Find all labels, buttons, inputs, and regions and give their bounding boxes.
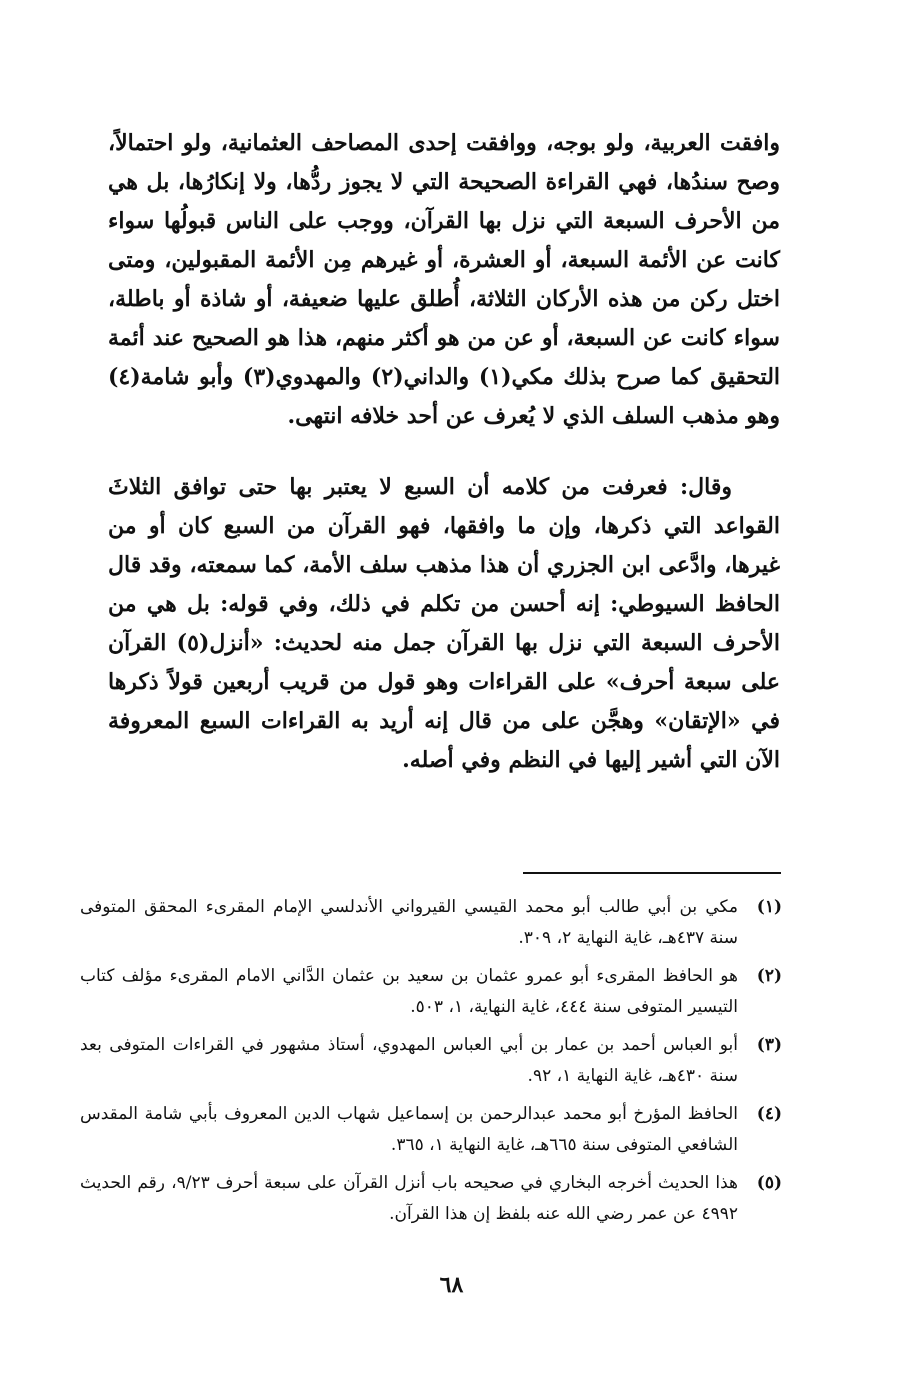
footnote-text: مكي بن أبي طالب أبو محمد القيسي القيرواني الأندلسي الإمام المقرىء المحقق المتوفى سنة ٤٣٧هـ، غاية النهاية ٢، ٣٠٩.	[80, 897, 738, 948]
body-paragraph-1: وافقت العربية، ولو بوجه، ووافقت إحدى المصاحف العثمانية، ولو احتمالاً، وصح سندُها، فهي القراءة الصحيحة التي لا يجوز ردُّها، ولا إنكارُها، بل هي من الأحرف السبعة التي نزل بها القرآن، ووجب على الناس قبولُها سواء كانت عن الأئمة السبعة، أو العشرة، أو غيرهم مِن الأئمة المقبولين، ومتى اختل ركن من هذه الأركان الثلاثة، أُطلق عليها ضعيفة، أو شاذة أو باطلة، سواء كانت عن السبعة، أو عن من هو أكثر منهم، هذا هو الصحيح عند أئمة التحقيق كما صرح بذلك مكي(١) والداني(٢) والمهدوي(٣) وأبو شامة(٤) وهو مذهب السلف الذي لا يُعرف عن أحد خلافه انتهى.	[108, 130, 781, 429]
footnote-number: (٣)	[756, 1035, 782, 1055]
footnote-number: (٤)	[756, 1104, 782, 1124]
footnote-separator-rule	[523, 872, 781, 874]
footnote-5	[80, 1168, 782, 1230]
footnotes	[80, 892, 782, 1237]
footnote-2	[80, 961, 782, 1023]
footnote-3	[80, 1030, 782, 1092]
footnote-number: (٢)	[756, 966, 782, 986]
main-text	[108, 124, 780, 780]
footnote-number: (١)	[756, 897, 782, 917]
body-paragraph-2: وقال: فعرفت من كلامه أن السبع لا يعتبر بها حتى توافق الثلاثَ القواعد التي ذكرها، وإن ما وافقها، فهو القرآن من السبع كان أو من غيرها، وادَّعى ابن الجزري أن هذا مذهب سلف الأمة، كما سمعته، وقد قال الحافظ السيوطي: إنه أحسن من تكلم في ذلك، وفي قوله: بل هي من الأحرف السبعة التي نزل بها القرآن جمل منه لحديث: «أنزل(٥) القرآن على سبعة أحرف» على القراءات وهو قول من قريب أربعين قولاً ذكرها في «الإتقان» وهجَّن على من قال إنه أريد به القراءات السبع المعروفة الآن التي أشير إليها في النظم وفي أصله.	[108, 474, 781, 773]
footnote-text: هذا الحديث أخرجه البخاري في صحيحه باب أنزل القرآن على سبعة أحرف ٩/٢٣، رقم الحديث ٤٩٩٢ عن عمر رضي الله عنه بلفظ إن هذا القرآن.	[80, 1173, 738, 1224]
footnote-text: أبو العباس أحمد بن عمار بن أبي العباس المهدوي، أستاذ مشهور في القراءات المتوفى بعد سنة ٤٣٠هـ، غاية النهاية ١، ٩٢.	[80, 1035, 738, 1086]
footnote-4	[80, 1099, 782, 1161]
footnote-text: الحافظ المؤرخ أبو محمد عبدالرحمن بن إسماعيل شهاب الدين المعروف بأبي شامة المقدس الشافعي المتوفى سنة ٦٦٥هـ، غاية النهاية ١، ٣٦٥.	[80, 1104, 738, 1155]
page-number: ٦٨	[439, 1272, 464, 1298]
footnote-text: هو الحافظ المقرىء أبو عمرو عثمان بن سعيد بن عثمان الدَّاني الامام المقرىء مؤلف كتاب التيسير المتوفى سنة ٤٤٤، غاية النهاية، ١، ٥٠٣.	[80, 966, 738, 1017]
footnote-number: (٥)	[756, 1173, 782, 1193]
footnote-1	[80, 892, 782, 954]
